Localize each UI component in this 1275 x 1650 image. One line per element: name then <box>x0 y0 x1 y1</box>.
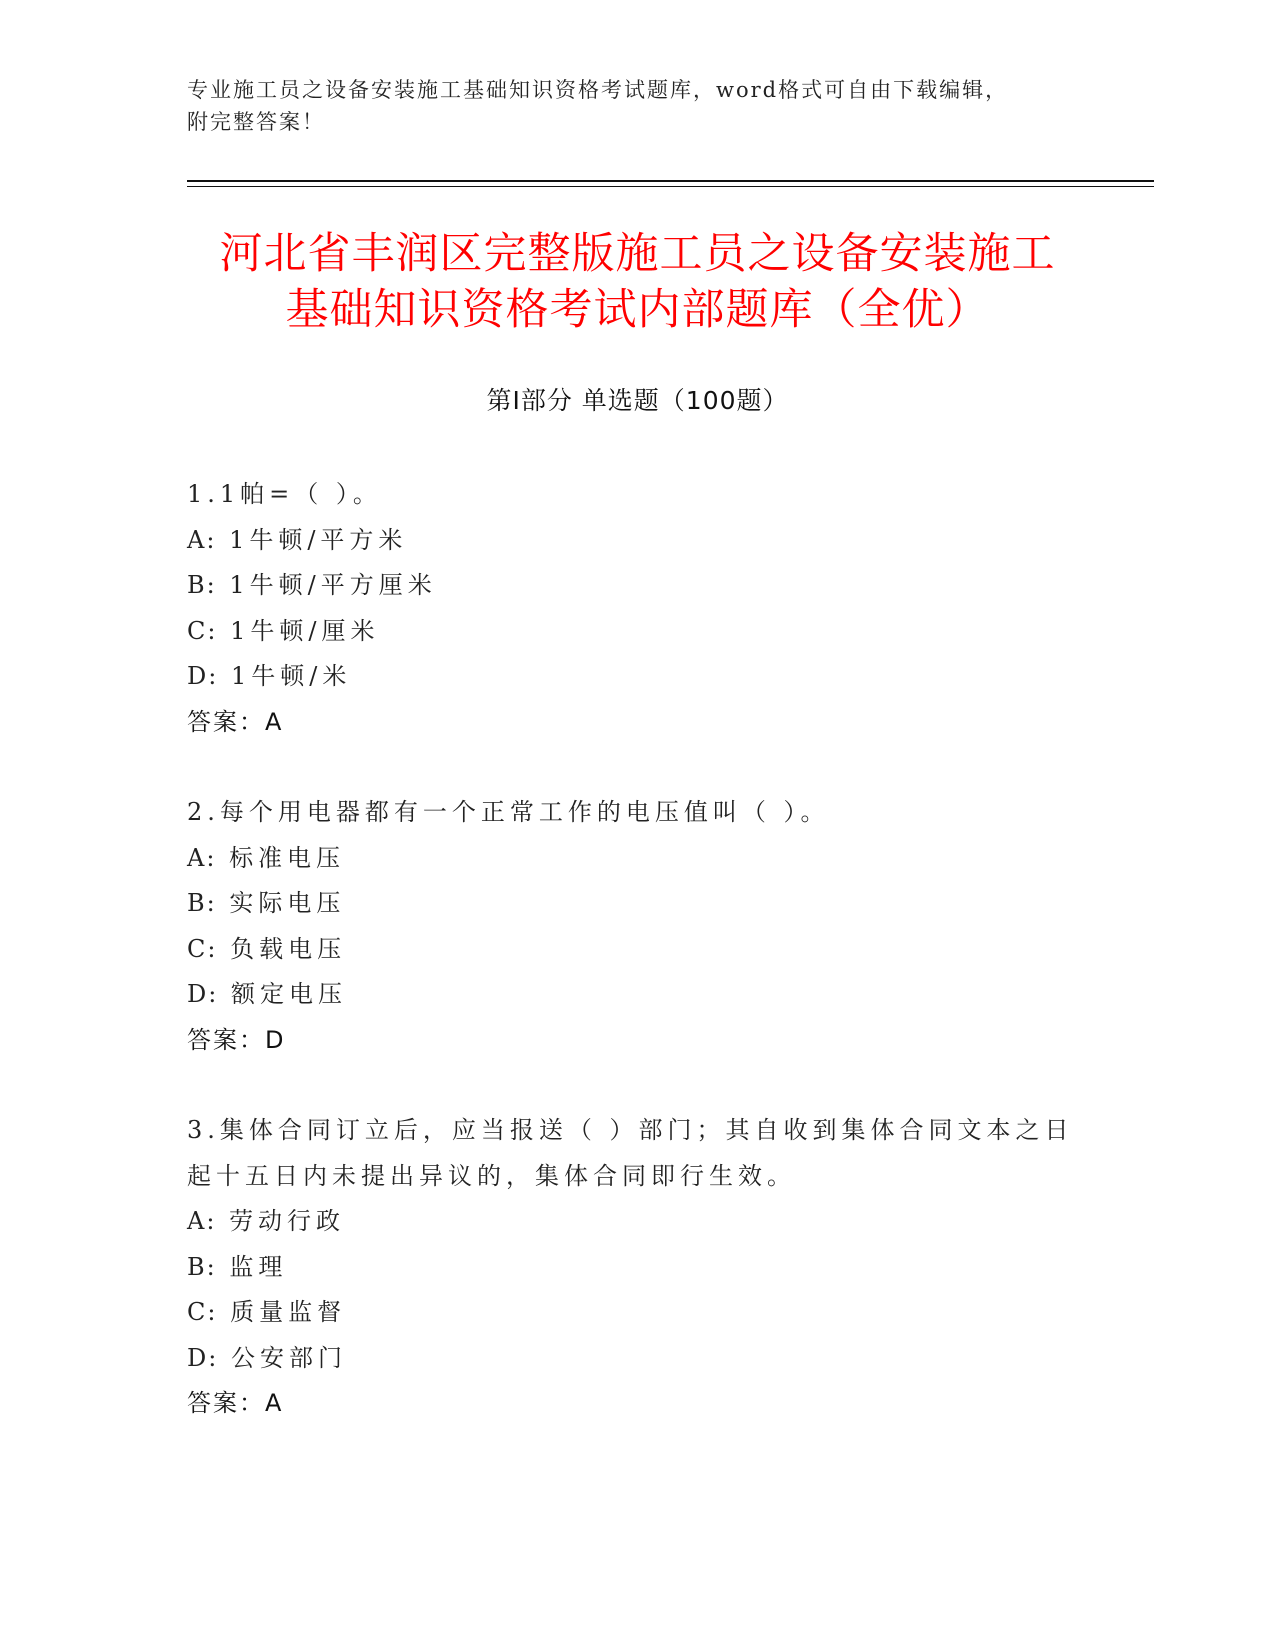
question-2 <box>187 790 1087 1063</box>
option-text: 1牛顿/平方厘米 <box>229 571 437 599</box>
option-b <box>187 1245 1087 1291</box>
document-title-line-2: 基础知识资格考试内部题库（全优） <box>285 285 990 335</box>
option-letter: C: <box>187 1298 218 1326</box>
header-note-line-2: 附完整答案！ <box>187 110 325 134</box>
option-text: 额定电压 <box>230 980 347 1008</box>
option-letter: A: <box>187 525 217 554</box>
option-text: 1牛顿/平方米 <box>229 525 408 554</box>
option-text: 1牛顿/米 <box>230 662 352 690</box>
document-title-line-1: 河北省丰润区完整版施工员之设备安装施工 <box>219 229 1056 279</box>
option-letter: B: <box>187 889 217 917</box>
answer: 答案：A <box>187 707 284 736</box>
option-c <box>187 1290 1087 1336</box>
question-stem: 3.集体合同订立后，应当报送（ ）部门；其自收到集体合同文本之日 <box>187 1116 1074 1144</box>
option-letter: B: <box>187 1252 217 1281</box>
option-d <box>187 1336 1087 1382</box>
option-text: 负载电压 <box>230 934 347 963</box>
question-stem-continued: 起十五日内未提出异议的，集体合同即行生效。 <box>187 1161 796 1190</box>
option-letter: C: <box>187 934 218 963</box>
option-text: 质量监督 <box>230 1298 347 1326</box>
question-1 <box>187 472 1087 745</box>
option-text: 监理 <box>229 1252 288 1281</box>
option-text: 实际电压 <box>229 889 346 917</box>
option-letter: D: <box>187 980 219 1008</box>
question-stem: 2.每个用电器都有一个正常工作的电压值叫（ ）。 <box>187 798 830 826</box>
option-letter: C: <box>187 616 218 645</box>
answer: 答案：D <box>187 1025 286 1054</box>
document-title <box>150 226 1125 338</box>
option-text: 公安部门 <box>230 1343 347 1372</box>
option-letter: B: <box>187 571 217 599</box>
option-b <box>187 563 1087 609</box>
option-d <box>187 654 1087 700</box>
option-letter: D: <box>187 1343 219 1372</box>
header-note <box>187 74 1087 138</box>
header-note-line-1: 专业施工员之设备安装施工基础知识资格考试题库，word格式可自由下载编辑， <box>187 78 1009 102</box>
option-b <box>187 881 1087 927</box>
option-a <box>187 518 1087 564</box>
option-d <box>187 972 1087 1018</box>
header-divider-thick <box>187 180 1154 182</box>
option-letter: A: <box>187 843 217 872</box>
section-title: 第Ⅰ部分 单选题（100题） <box>486 386 789 415</box>
option-c <box>187 609 1087 655</box>
option-letter: A: <box>187 1207 217 1235</box>
option-text: 劳动行政 <box>229 1207 346 1235</box>
header-divider-thin <box>187 186 1154 187</box>
option-text: 1牛顿/厘米 <box>230 616 380 645</box>
option-letter: D: <box>187 662 219 690</box>
option-a <box>187 1199 1087 1245</box>
option-text: 标准电压 <box>229 843 346 872</box>
option-c <box>187 927 1087 973</box>
question-stem: 1.1帕=（ ）。 <box>187 480 382 508</box>
answer: 答案：A <box>187 1389 284 1417</box>
question-3 <box>187 1108 1087 1427</box>
option-a <box>187 836 1087 882</box>
